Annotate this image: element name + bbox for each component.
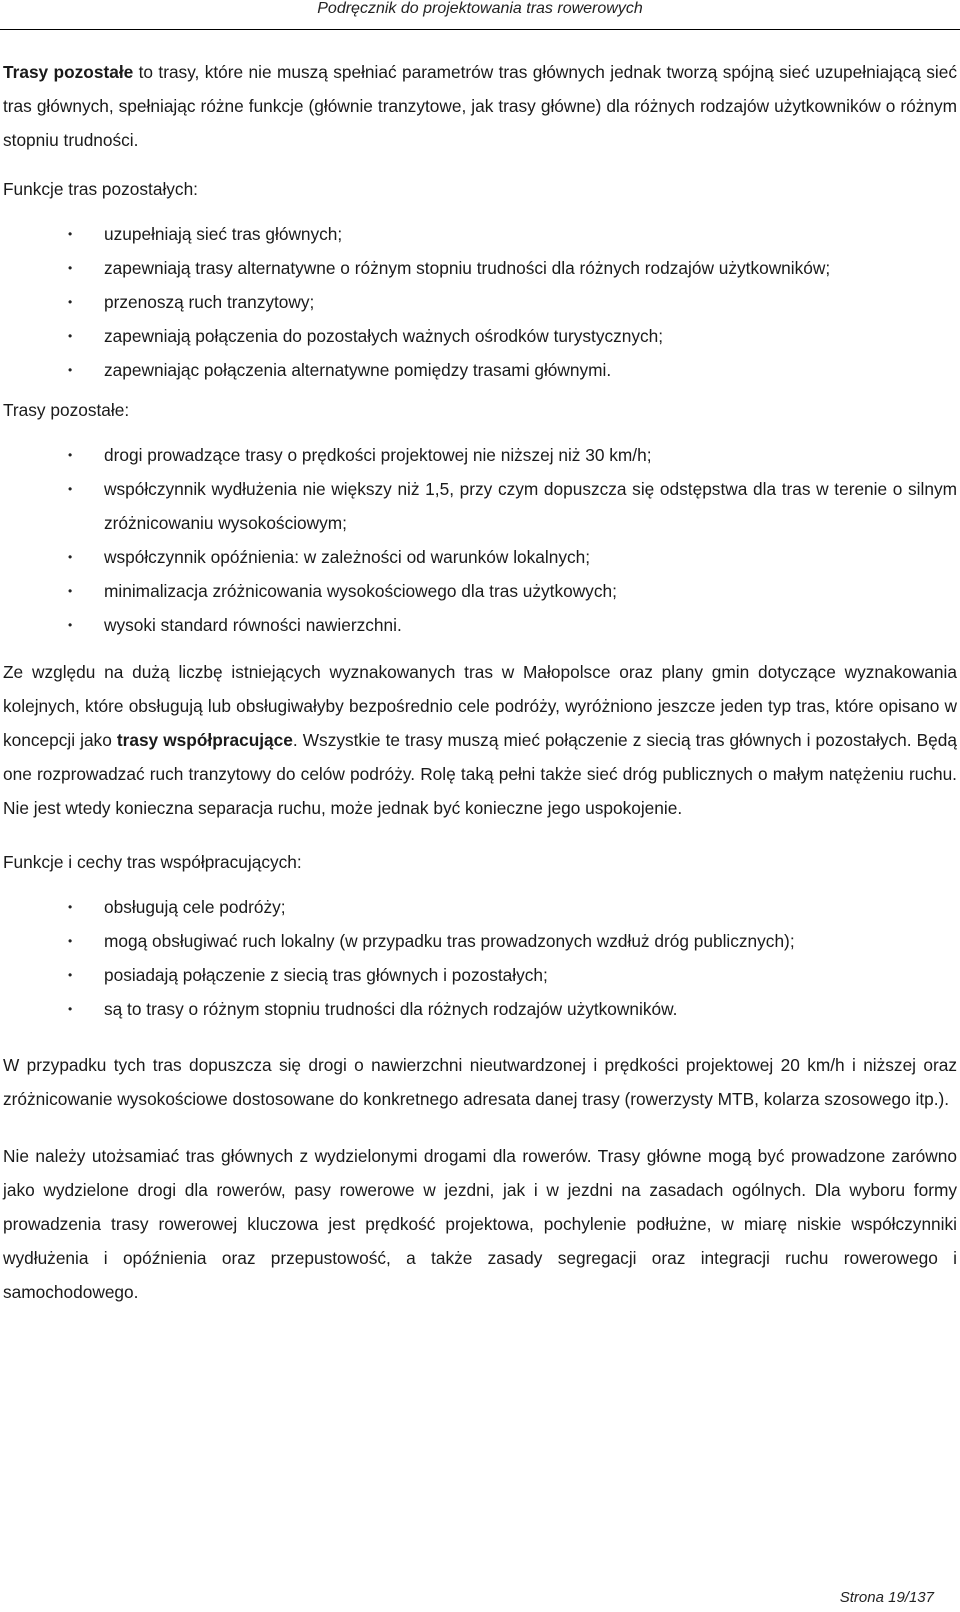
- features-list: [3, 438, 957, 642]
- features-label: Trasy pozostałe:: [3, 400, 130, 420]
- bullet-icon: •: [68, 968, 73, 982]
- bullet-icon: •: [68, 584, 73, 598]
- list-item: • mogą obsługiwać ruch lokalny (w przypadku tras prowadzonych wzdłuż dróg publicznych);: [3, 924, 957, 958]
- list-item: • zapewniając połączenia alternatywne pomiędzy trasami głównymi.: [3, 353, 957, 387]
- list-item: • obsługują cele podróży;: [3, 890, 957, 924]
- main-routes-paragraph: Nie należy utożsamiać tras głównych z wydzielonymi drogami dla rowerów. Trasy główne mogą być prowadzone zarówno jako wydzielone drogi dla rowerów, pasy rowerowe w jezdni, jak i w jezdni na zasadach ogólnych. Dla wyboru formy prowadzenia trasy rowerowej kluczowa jest prędkość projektowa, pochylenie podłużne, w miarę niskie współczynniki wydłużenia i opóźnienia oraz przepustowość, a także zasady segregacji oraz integracji ruchu rowerowego i samochodowego.: [3, 1146, 957, 1302]
- list-item: • wysoki standard równości nawierzchni.: [3, 608, 957, 642]
- page-body: [3, 55, 957, 1309]
- functions-label: Funkcje tras pozostałych:: [3, 179, 198, 199]
- bullet-icon: •: [68, 900, 73, 914]
- bullet-icon: •: [68, 1002, 73, 1016]
- bullet-icon: •: [68, 329, 73, 343]
- bullet-icon: •: [68, 448, 73, 462]
- cooperating-routes-paragraph: Ze względu na dużą liczbę istniejących wyznakowanych tras w Małopolsce oraz plany gmin dotyczące wyznakowania kolejnych, które obsługują lub obsługiwałyby bezpośrednio cele podróży, wyróżniono jeszcze jeden typ tras, które opisano w koncepcji jako trasy współpracujące. Wszystkie te trasy muszą mieć połączenie z siecią tras głównych i pozostałych. Będą one rozprowadzać ruch tranzytowy do celów podróży. Rolę taką pełni także sieć dróg publicznych o małym natężeniu ruchu. Nie jest wtedy konieczna separacja ruchu, może jednak być konieczne jego uspokojenie.: [3, 662, 957, 818]
- bullet-icon: •: [68, 295, 73, 309]
- page-number: Strona 19/137: [839, 1589, 934, 1606]
- bullet-icon: •: [68, 618, 73, 632]
- bullet-icon: •: [68, 934, 73, 948]
- list-item: • zapewniają trasy alternatywne o różnym stopniu trudności dla różnych rodzajów użytkowników;: [3, 251, 957, 285]
- intro-term: Trasy pozostałe: [3, 62, 134, 82]
- header-rule: [0, 29, 960, 30]
- list-item: • współczynnik opóźnienia: w zależności od warunków lokalnych;: [3, 540, 957, 574]
- running-header: Podręcznik do projektowania tras rowerowych: [317, 0, 643, 17]
- list-item: • drogi prowadzące trasy o prędkości projektowej nie niższej niż 30 km/h;: [3, 438, 957, 472]
- cooperating-routes-term: trasy współpracujące: [116, 730, 293, 750]
- functions-list: [3, 217, 957, 387]
- intro-paragraph: [3, 55, 957, 157]
- unpaved-roads-paragraph: W przypadku tych tras dopuszcza się drogi o nawierzchni nieutwardzonej i prędkości projektowej 20 km/h i niższej oraz zróżnicowanie wysokościowe dostosowane do konkretnego adresata danej trasy (rowerzysty MTB, kolarza szosowego itp.).: [3, 1055, 957, 1109]
- list-item: • posiadają połączenie z siecią tras głównych i pozostałych;: [3, 958, 957, 992]
- intro-text: to trasy, które nie muszą spełniać parametrów tras głównych jednak tworzą spójną sieć uzupełniającą sieć tras głównych, spełniając różne funkcje (głównie tranzytowe, jak trasy główne) dla różnych rodzajów użytkowników o różnym stopniu trudności.: [3, 62, 957, 150]
- bullet-icon: •: [68, 550, 73, 564]
- cooperating-functions-label: Funkcje i cechy tras współpracujących:: [3, 852, 302, 872]
- list-item: • minimalizacja zróżnicowania wysokościowego dla tras użytkowych;: [3, 574, 957, 608]
- bullet-icon: •: [68, 261, 73, 275]
- list-item: • przenoszą ruch tranzytowy;: [3, 285, 957, 319]
- list-item: • uzupełniają sieć tras głównych;: [3, 217, 957, 251]
- bullet-icon: •: [68, 227, 73, 241]
- bullet-icon: •: [68, 482, 73, 496]
- list-item: • współczynnik wydłużenia nie większy niż 1,5, przy czym dopuszcza się odstępstwa dla tras w terenie o silnym zróżnicowaniu wysokościowym;: [3, 472, 957, 540]
- list-item: • zapewniają połączenia do pozostałych ważnych ośrodków turystycznych;: [3, 319, 957, 353]
- list-item: • są to trasy o różnym stopniu trudności dla różnych rodzajów użytkowników.: [3, 992, 957, 1026]
- bullet-icon: •: [68, 363, 73, 377]
- cooperating-functions-list: [3, 890, 957, 1026]
